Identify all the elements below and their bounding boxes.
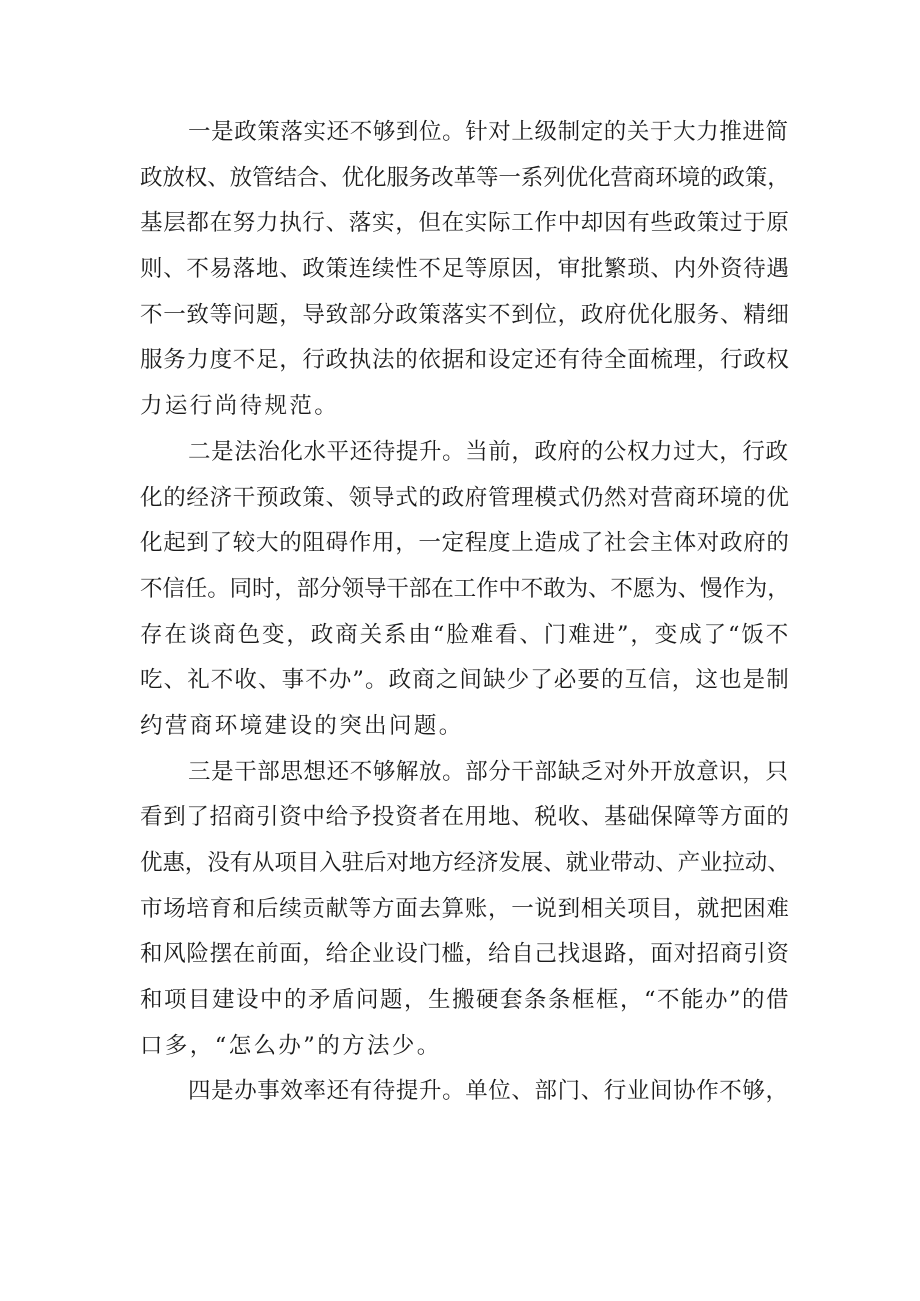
text-line: 则、不易落地、政策连续性不足等原因，审批繁琐、内外资待遇	[140, 256, 790, 283]
text-line: 一是政策落实还不够到位。针对上级制定的关于大力推进简	[188, 119, 789, 145]
text-line: 和项目建设中的矛盾问题，生搬硬套条条框框，“不能办”的借	[140, 987, 791, 1014]
text-line: 力运行尚待规范。	[140, 393, 340, 420]
text-line: 基层都在努力执行、落实，但在实际工作中却因有些政策过于原	[140, 210, 790, 237]
text-line: 二是法治化水平还待提升。当前，政府的公权力过大，行政	[188, 438, 789, 465]
text-line: 存在谈商色变，政商关系由“脸难看、门难进”，变成了“饭不	[140, 621, 791, 648]
text-line: 三是干部思想还不够解放。部分干部缺乏对外开放意识，只	[188, 758, 789, 785]
text-line: 吃、礼不收、事不办”。政商之间缺少了必要的互信，这也是制	[140, 667, 790, 694]
text-line: 市场培育和后续贡献等方面去算账，一说到相关项目，就把困难	[140, 895, 790, 922]
text-line: 和风险摆在前面，给企业设门槛，给自己找退路，面对招商引资	[140, 941, 790, 968]
paragraph-rule-of-law	[140, 430, 790, 750]
paragraph-policy-implementation	[140, 110, 790, 430]
text-line: 四是办事效率还有待提升。单位、部门、行业间协作不够，	[188, 1078, 789, 1105]
text-line: 不一致等问题，导致部分政策落实不到位，政府优化服务、精细	[140, 301, 790, 328]
text-line: 化起到了较大的阻碍作用，一定程度上造成了社会主体对政府的	[140, 530, 790, 557]
text-line: 口多，“怎么办”的方法少。	[140, 1032, 442, 1059]
text-line: 化的经济干预政策、领导式的政府管理模式仍然对营商环境的优	[140, 484, 790, 511]
text-line: 看到了招商引资中给予投资者在用地、税收、基础保障等方面的	[140, 804, 790, 831]
text-line: 优惠，没有从项目入驻后对地方经济发展、就业带动、产业拉动、	[140, 850, 790, 876]
text-line: 服务力度不足，行政执法的依据和设定还有待全面梳理，行政权	[140, 347, 790, 374]
paragraph-cadre-thinking	[140, 750, 790, 1070]
text-line: 不信任。同时，部分领导干部在工作中不敢为、不愿为、慢作为，	[140, 575, 790, 602]
document-body	[140, 110, 790, 1115]
text-line: 政放权、放管结合、优化服务改革等一系列优化营商环境的政策，	[140, 164, 790, 191]
text-line: 约营商环境建设的突出问题。	[140, 712, 464, 739]
paragraph-efficiency	[140, 1069, 790, 1115]
